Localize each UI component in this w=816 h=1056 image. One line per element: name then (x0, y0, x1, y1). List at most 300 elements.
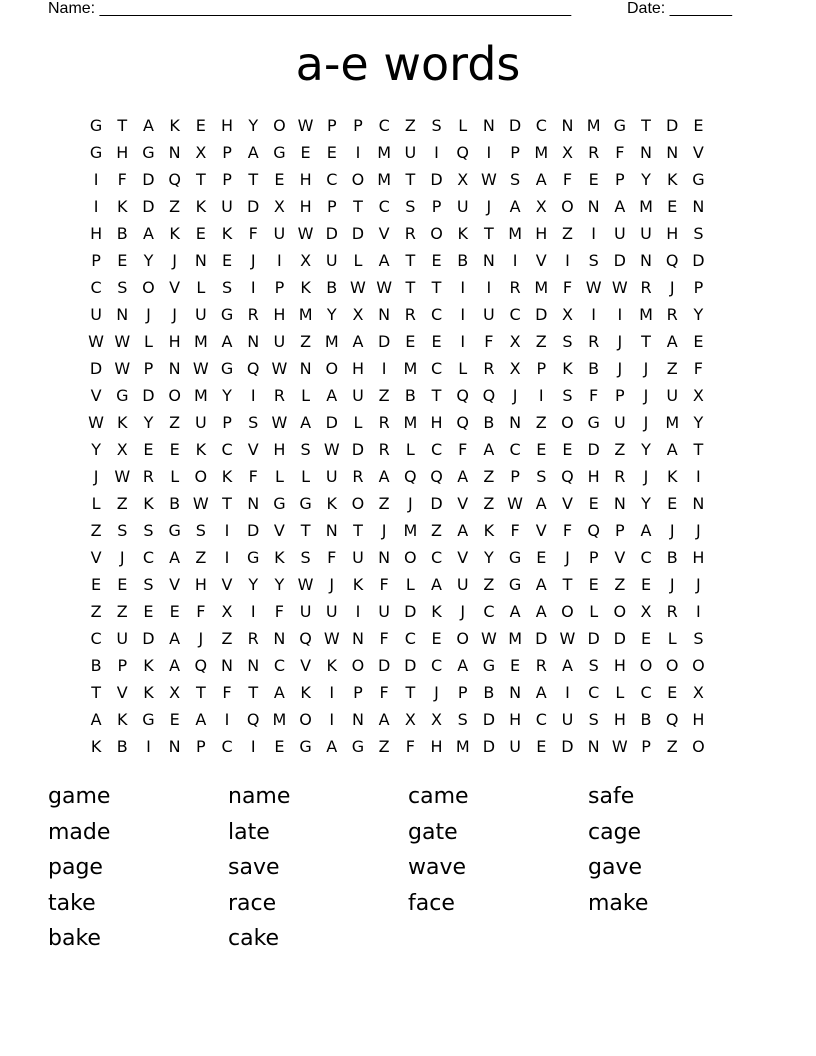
grid-letter[interactable]: I (250, 386, 256, 405)
grid-letter[interactable]: U (378, 602, 391, 621)
grid-letter[interactable]: I (565, 683, 570, 702)
grid-letter[interactable]: I (434, 143, 439, 162)
grid-letter[interactable]: D (666, 116, 679, 135)
grid-letter[interactable]: N (247, 332, 260, 351)
grid-letter[interactable]: S (693, 629, 704, 648)
grid-letter[interactable]: P (536, 359, 547, 378)
grid-letter[interactable]: A (169, 656, 181, 675)
grid-letter[interactable]: F (693, 359, 703, 378)
grid-letter[interactable]: B (640, 710, 652, 729)
grid-letter[interactable]: N (221, 656, 234, 675)
grid-letter[interactable]: K (169, 116, 180, 135)
grid-letter[interactable]: E (667, 494, 678, 513)
grid-letter[interactable]: I (224, 521, 230, 540)
grid-letter[interactable]: A (666, 332, 678, 351)
grid-letter[interactable]: J (669, 278, 675, 297)
grid-letter[interactable]: I (329, 710, 335, 729)
grid-letter[interactable]: J (329, 575, 335, 594)
grid-letter[interactable]: P (693, 278, 704, 297)
grid-letter[interactable]: W (611, 278, 628, 297)
grid-letter[interactable]: B (483, 683, 495, 702)
grid-letter[interactable]: N (692, 197, 705, 216)
grid-letter[interactable]: K (143, 656, 154, 675)
grid-letter[interactable]: M (639, 305, 653, 324)
grid-letter[interactable]: J (460, 602, 466, 621)
grid-letter[interactable]: M (377, 170, 392, 189)
grid-letter[interactable]: G (220, 305, 234, 324)
grid-letter[interactable]: W (585, 278, 602, 297)
grid-letter[interactable]: E (693, 332, 704, 351)
grid-letter[interactable]: G (220, 359, 234, 378)
grid-letter[interactable]: O (299, 710, 312, 729)
grid-letter[interactable]: A (535, 683, 547, 702)
grid-letter[interactable]: J (617, 359, 623, 378)
grid-letter[interactable]: Z (666, 359, 678, 378)
grid-letter[interactable]: E (91, 575, 102, 594)
grid-letter[interactable]: U (613, 224, 626, 243)
grid-letter[interactable]: J (617, 332, 623, 351)
grid-letter[interactable]: W (297, 575, 314, 594)
grid-letter[interactable]: Z (666, 737, 678, 756)
grid-letter[interactable]: W (271, 413, 288, 432)
grid-letter[interactable]: V (90, 548, 102, 567)
grid-letter[interactable]: A (221, 332, 233, 351)
grid-letter[interactable]: K (352, 575, 364, 594)
grid-letter[interactable]: S (300, 440, 311, 459)
grid-letter[interactable]: T (353, 521, 363, 540)
grid-letter[interactable]: N (561, 116, 574, 135)
grid-letter[interactable]: U (194, 413, 207, 432)
grid-letter[interactable]: X (509, 359, 521, 378)
grid-letter[interactable]: J (643, 467, 649, 486)
grid-letter[interactable]: C (535, 116, 547, 135)
grid-letter[interactable]: J (696, 521, 701, 540)
grid-letter[interactable]: R (666, 602, 678, 621)
grid-letter[interactable]: Q (456, 143, 470, 162)
grid-letter[interactable]: R (247, 305, 259, 324)
grid-letter[interactable]: V (169, 278, 181, 297)
grid-letter[interactable]: K (195, 197, 207, 216)
grid-letter[interactable]: D (89, 359, 103, 378)
grid-letter[interactable]: V (116, 683, 128, 702)
grid-letter[interactable]: N (666, 143, 679, 162)
grid-letter[interactable]: O (351, 656, 365, 675)
grid-letter[interactable]: B (588, 359, 600, 378)
grid-letter[interactable]: I (696, 467, 701, 486)
grid-letter[interactable]: D (535, 629, 548, 648)
grid-letter[interactable]: A (195, 710, 207, 729)
grid-letter[interactable]: P (615, 170, 625, 189)
grid-letter[interactable]: J (198, 629, 204, 648)
grid-letter[interactable]: L (667, 629, 677, 648)
grid-letter[interactable]: C (430, 440, 443, 459)
grid-letter[interactable]: F (615, 143, 625, 162)
grid-letter[interactable]: M (665, 413, 680, 432)
grid-letter[interactable]: O (351, 494, 365, 513)
grid-letter[interactable]: O (692, 737, 705, 756)
grid-letter[interactable]: A (300, 413, 312, 432)
grid-letter[interactable]: C (90, 278, 102, 297)
grid-letter[interactable]: H (351, 359, 364, 378)
grid-letter[interactable]: I (617, 305, 623, 324)
grid-letter[interactable]: S (143, 575, 154, 594)
grid-letter[interactable]: B (116, 737, 128, 756)
grid-letter[interactable]: W (507, 494, 523, 513)
grid-letter[interactable]: J (434, 683, 439, 702)
grid-letter[interactable]: A (561, 656, 573, 675)
grid-letter[interactable]: M (639, 197, 653, 216)
grid-letter[interactable]: I (277, 251, 282, 270)
grid-letter[interactable]: O (639, 656, 653, 675)
grid-letter[interactable]: C (142, 548, 155, 567)
grid-letter[interactable]: T (91, 683, 101, 702)
grid-letter[interactable]: F (248, 224, 258, 243)
grid-letter[interactable]: L (405, 575, 415, 594)
grid-letter[interactable]: M (534, 143, 549, 162)
grid-letter[interactable]: T (117, 116, 128, 135)
date-field-label[interactable]: Date: _______ (627, 0, 732, 17)
grid-letter[interactable]: U (325, 602, 338, 621)
grid-letter[interactable]: Y (248, 116, 259, 135)
grid-letter[interactable]: X (640, 602, 652, 621)
grid-letter[interactable]: N (325, 521, 338, 540)
grid-letter[interactable]: R (273, 386, 285, 405)
grid-letter[interactable]: C (221, 737, 233, 756)
grid-letter[interactable]: X (692, 683, 704, 702)
grid-letter[interactable]: A (169, 629, 181, 648)
grid-letter[interactable]: C (509, 440, 521, 459)
grid-letter[interactable]: Q (430, 467, 443, 486)
grid-letter[interactable]: E (274, 170, 285, 189)
grid-letter[interactable]: U (640, 224, 652, 243)
grid-letter[interactable]: O (325, 359, 339, 378)
grid-letter[interactable]: I (250, 737, 256, 756)
grid-letter[interactable]: R (588, 332, 600, 351)
grid-letter[interactable]: A (142, 116, 154, 135)
grid-letter[interactable]: A (352, 332, 364, 351)
grid-letter[interactable]: E (300, 143, 311, 162)
grid-letter[interactable]: E (588, 575, 599, 594)
grid-letter[interactable]: O (168, 386, 181, 405)
grid-letter[interactable]: D (482, 737, 496, 756)
grid-letter[interactable]: G (89, 143, 103, 162)
grid-letter[interactable]: O (561, 197, 574, 216)
grid-letter[interactable]: Q (456, 386, 470, 405)
grid-letter[interactable]: N (640, 143, 653, 162)
grid-letter[interactable]: A (378, 710, 390, 729)
grid-letter[interactable]: T (222, 494, 232, 513)
grid-letter[interactable]: V (378, 224, 390, 243)
grid-letter[interactable]: O (351, 170, 365, 189)
grid-letter[interactable]: O (273, 116, 286, 135)
grid-letter[interactable]: G (273, 494, 286, 513)
grid-letter[interactable]: R (404, 305, 416, 324)
grid-letter[interactable]: A (326, 386, 338, 405)
grid-letter[interactable]: H (168, 332, 181, 351)
grid-letter[interactable]: B (116, 224, 128, 243)
grid-letter[interactable]: C (378, 116, 390, 135)
grid-letter[interactable]: M (324, 332, 339, 351)
grid-letter[interactable]: H (613, 710, 626, 729)
grid-letter[interactable]: F (510, 521, 520, 540)
grid-letter[interactable]: E (326, 143, 337, 162)
grid-letter[interactable]: X (221, 602, 233, 621)
grid-letter[interactable]: E (640, 629, 652, 648)
grid-letter[interactable]: L (301, 467, 311, 486)
grid-letter[interactable]: I (460, 305, 466, 324)
grid-letter[interactable]: L (589, 602, 599, 621)
grid-letter[interactable]: L (170, 467, 180, 486)
grid-letter[interactable]: U (273, 224, 286, 243)
grid-letter[interactable]: E (274, 737, 285, 756)
grid-letter[interactable]: W (297, 116, 314, 135)
grid-letter[interactable]: P (510, 467, 520, 486)
grid-letter[interactable]: E (169, 440, 180, 459)
grid-letter[interactable]: E (431, 629, 442, 648)
grid-letter[interactable]: J (407, 494, 413, 513)
grid-letter[interactable]: P (222, 143, 232, 162)
grid-letter[interactable]: Z (483, 494, 495, 513)
grid-letter[interactable]: D (404, 602, 417, 621)
grid-letter[interactable]: B (404, 386, 416, 405)
grid-letter[interactable]: I (250, 602, 256, 621)
grid-letter[interactable]: C (273, 656, 285, 675)
grid-letter[interactable]: I (460, 332, 466, 351)
grid-letter[interactable]: Y (143, 251, 154, 270)
grid-letter[interactable]: H (299, 170, 312, 189)
grid-letter[interactable]: J (93, 467, 99, 486)
grid-letter[interactable]: L (458, 359, 468, 378)
grid-letter[interactable]: R (378, 440, 390, 459)
grid-letter[interactable]: S (248, 413, 259, 432)
grid-letter[interactable]: S (588, 251, 599, 270)
grid-letter[interactable]: Z (404, 116, 416, 135)
grid-letter[interactable]: S (143, 521, 154, 540)
grid-letter[interactable]: K (562, 359, 573, 378)
grid-letter[interactable]: W (297, 224, 314, 243)
grid-letter[interactable]: I (93, 170, 99, 189)
grid-letter[interactable]: N (482, 251, 495, 270)
grid-letter[interactable]: H (535, 224, 548, 243)
grid-letter[interactable]: F (484, 332, 494, 351)
grid-letter[interactable]: L (353, 413, 363, 432)
grid-letter[interactable]: C (326, 170, 338, 189)
grid-letter[interactable]: S (221, 278, 233, 297)
grid-letter[interactable]: H (430, 737, 443, 756)
grid-letter[interactable]: C (430, 656, 443, 675)
grid-letter[interactable]: M (403, 521, 418, 540)
grid-letter[interactable]: I (355, 602, 361, 621)
grid-letter[interactable]: R (666, 305, 678, 324)
grid-letter[interactable]: B (90, 656, 102, 675)
grid-letter[interactable]: Z (614, 575, 626, 594)
grid-letter[interactable]: V (169, 575, 181, 594)
grid-letter[interactable]: I (486, 278, 492, 297)
grid-letter[interactable]: E (169, 710, 180, 729)
grid-letter[interactable]: Z (378, 494, 390, 513)
grid-letter[interactable]: H (509, 710, 522, 729)
grid-letter[interactable]: L (144, 332, 153, 351)
grid-letter[interactable]: C (221, 440, 233, 459)
grid-letter[interactable]: F (405, 737, 415, 756)
grid-letter[interactable]: W (559, 629, 576, 648)
grid-letter[interactable]: P (457, 683, 468, 702)
grid-letter[interactable]: Q (587, 521, 600, 540)
grid-letter[interactable]: E (536, 737, 547, 756)
grid-letter[interactable]: J (172, 251, 178, 270)
grid-letter[interactable]: N (482, 116, 495, 135)
grid-letter[interactable]: U (273, 332, 286, 351)
grid-letter[interactable]: N (247, 656, 260, 675)
grid-letter[interactable]: Y (274, 575, 285, 594)
grid-letter[interactable]: E (117, 251, 128, 270)
grid-letter[interactable]: X (273, 197, 285, 216)
grid-letter[interactable]: U (352, 386, 364, 405)
grid-letter[interactable]: E (667, 197, 678, 216)
grid-letter[interactable]: A (614, 197, 626, 216)
grid-letter[interactable]: D (142, 197, 155, 216)
grid-letter[interactable]: T (484, 224, 494, 243)
grid-letter[interactable]: R (378, 413, 390, 432)
grid-letter[interactable]: L (91, 494, 101, 513)
grid-letter[interactable]: A (666, 440, 678, 459)
grid-letter[interactable]: G (508, 575, 522, 594)
grid-letter[interactable]: U (456, 575, 469, 594)
grid-letter[interactable]: A (378, 251, 390, 270)
grid-letter[interactable]: W (114, 359, 131, 378)
grid-letter[interactable]: L (458, 116, 468, 135)
grid-letter[interactable]: S (195, 521, 206, 540)
grid-letter[interactable]: K (666, 170, 678, 189)
grid-letter[interactable]: A (457, 656, 469, 675)
grid-letter[interactable]: N (509, 683, 522, 702)
grid-letter[interactable]: P (222, 170, 232, 189)
grid-letter[interactable]: G (299, 737, 312, 756)
grid-letter[interactable]: G (482, 656, 496, 675)
grid-letter[interactable]: S (117, 278, 128, 297)
grid-letter[interactable]: C (378, 197, 390, 216)
grid-letter[interactable]: L (615, 683, 625, 702)
grid-letter[interactable]: N (194, 251, 207, 270)
grid-letter[interactable]: E (195, 224, 206, 243)
grid-letter[interactable]: O (665, 656, 679, 675)
grid-letter[interactable]: C (535, 710, 547, 729)
grid-letter[interactable]: T (405, 683, 416, 702)
grid-letter[interactable]: V (457, 494, 469, 513)
grid-letter[interactable]: E (667, 683, 678, 702)
grid-letter[interactable]: Q (246, 710, 260, 729)
grid-letter[interactable]: Q (561, 467, 574, 486)
grid-letter[interactable]: O (561, 602, 574, 621)
grid-letter[interactable]: F (196, 602, 206, 621)
grid-letter[interactable]: I (381, 359, 387, 378)
grid-letter[interactable]: A (457, 521, 469, 540)
grid-letter[interactable]: V (535, 521, 547, 540)
grid-letter[interactable]: Y (693, 305, 704, 324)
grid-letter[interactable]: F (327, 548, 337, 567)
grid-letter[interactable]: J (669, 521, 675, 540)
grid-letter[interactable]: X (169, 683, 181, 702)
grid-letter[interactable]: K (169, 224, 180, 243)
grid-letter[interactable]: I (224, 548, 230, 567)
grid-letter[interactable]: P (431, 197, 442, 216)
grid-letter[interactable]: S (562, 386, 573, 405)
grid-letter[interactable]: H (194, 575, 207, 594)
grid-letter[interactable]: T (641, 116, 651, 135)
grid-letter[interactable]: A (142, 224, 154, 243)
grid-letter[interactable]: I (224, 710, 230, 729)
grid-letter[interactable]: D (587, 440, 600, 459)
grid-letter[interactable]: E (536, 548, 547, 567)
grid-letter[interactable]: Y (326, 305, 337, 324)
grid-letter[interactable]: M (193, 386, 208, 405)
grid-letter[interactable]: K (143, 494, 154, 513)
grid-letter[interactable]: Q (299, 629, 312, 648)
grid-letter[interactable]: U (325, 467, 338, 486)
grid-letter[interactable]: Z (483, 575, 495, 594)
grid-letter[interactable]: C (430, 305, 443, 324)
grid-letter[interactable]: I (486, 143, 492, 162)
grid-letter[interactable]: D (535, 305, 548, 324)
grid-letter[interactable]: C (430, 548, 443, 567)
grid-letter[interactable]: J (119, 548, 125, 567)
grid-letter[interactable]: F (117, 170, 127, 189)
grid-letter[interactable]: O (456, 629, 470, 648)
grid-letter[interactable]: I (696, 602, 701, 621)
grid-letter[interactable]: S (510, 170, 521, 189)
grid-letter[interactable]: J (512, 386, 518, 405)
grid-letter[interactable]: Y (91, 440, 101, 459)
grid-letter[interactable]: N (351, 710, 364, 729)
grid-letter[interactable]: G (89, 116, 103, 135)
grid-letter[interactable]: E (536, 440, 547, 459)
grid-letter[interactable]: T (195, 683, 206, 702)
grid-letter[interactable]: H (666, 224, 679, 243)
grid-letter[interactable]: K (117, 710, 128, 729)
grid-letter[interactable]: A (273, 683, 285, 702)
grid-letter[interactable]: P (326, 197, 337, 216)
grid-letter[interactable]: N (299, 359, 312, 378)
grid-letter[interactable]: X (431, 710, 443, 729)
grid-letter[interactable]: E (221, 251, 233, 270)
grid-letter[interactable]: X (195, 143, 207, 162)
grid-letter[interactable]: T (248, 170, 259, 189)
grid-letter[interactable]: A (378, 467, 390, 486)
grid-letter[interactable]: P (117, 656, 128, 675)
grid-letter[interactable]: Q (456, 413, 470, 432)
grid-letter[interactable]: U (666, 386, 679, 405)
grid-letter[interactable]: P (588, 548, 599, 567)
grid-letter[interactable]: V (90, 386, 102, 405)
grid-letter[interactable]: W (192, 494, 209, 513)
grid-letter[interactable]: U (194, 305, 207, 324)
grid-letter[interactable]: D (482, 710, 496, 729)
grid-letter[interactable]: H (613, 656, 626, 675)
grid-letter[interactable]: F (248, 467, 258, 486)
grid-letter[interactable]: G (613, 116, 627, 135)
grid-letter[interactable]: N (509, 413, 522, 432)
grid-letter[interactable]: U (509, 737, 521, 756)
grid-letter[interactable]: D (613, 629, 626, 648)
grid-letter[interactable]: U (116, 629, 129, 648)
grid-letter[interactable]: L (353, 251, 363, 270)
grid-letter[interactable]: M (377, 143, 392, 162)
grid-letter[interactable]: Q (404, 467, 417, 486)
grid-letter[interactable]: E (640, 575, 652, 594)
grid-letter[interactable]: I (512, 251, 518, 270)
grid-letter[interactable]: W (350, 278, 366, 297)
grid-letter[interactable]: O (613, 602, 627, 621)
